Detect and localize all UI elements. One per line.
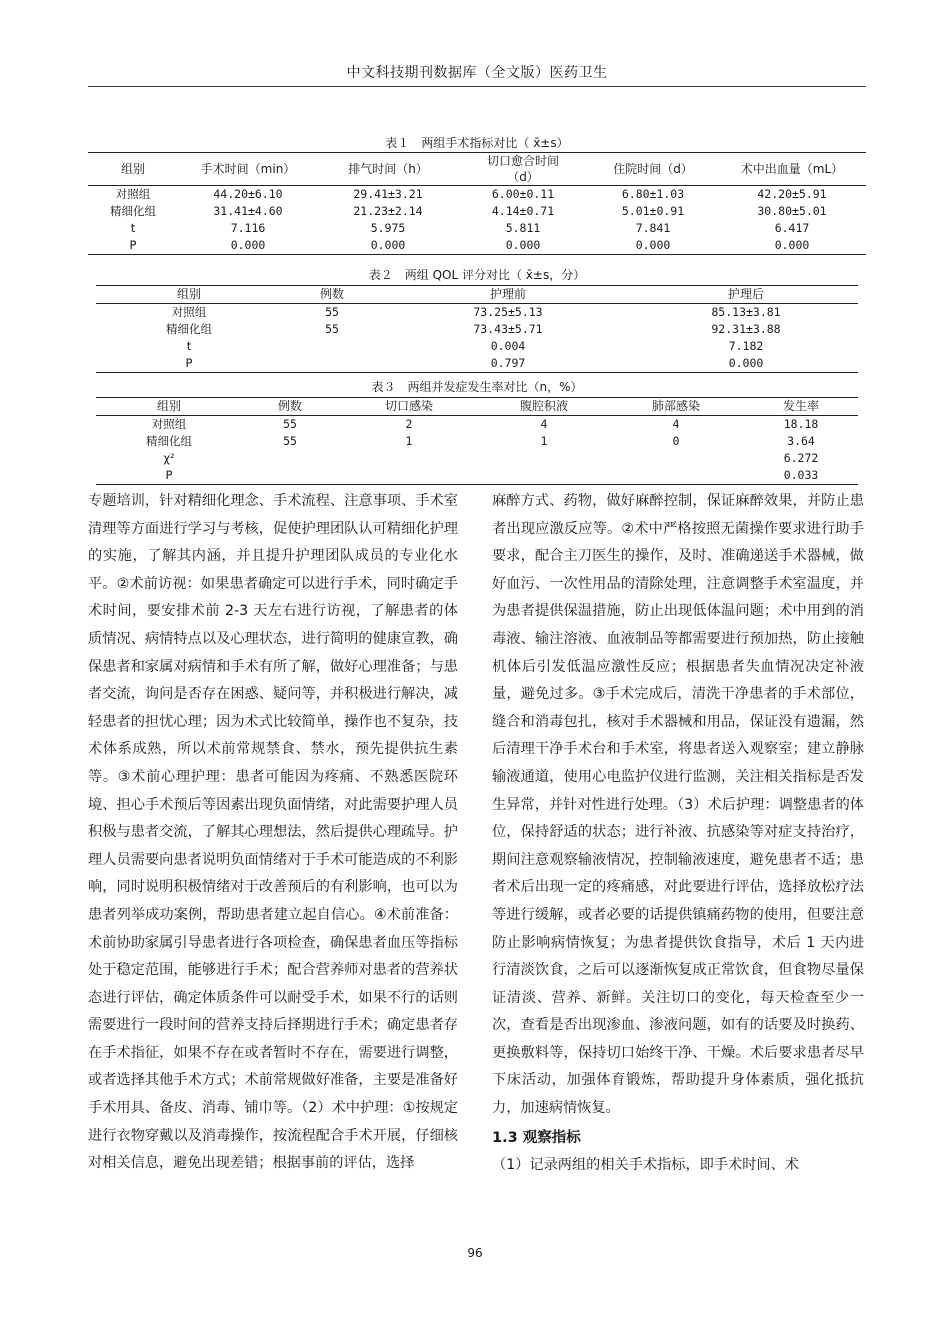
table-cell bbox=[282, 355, 382, 373]
page-number: 96 bbox=[467, 1246, 483, 1260]
table-row bbox=[96, 338, 858, 355]
table1-header-cell: 手术时间（min） bbox=[200, 161, 296, 176]
table-cell: 3.64 bbox=[787, 434, 815, 448]
table1-header-wound bbox=[458, 153, 588, 186]
table-cell: 0.000 bbox=[728, 356, 764, 370]
table-cell: 0.000 bbox=[774, 238, 810, 252]
table-cell bbox=[608, 467, 744, 485]
left-column bbox=[88, 488, 458, 1178]
left-column-text: 专题培训，针对精细化理念、手术流程、注意事项、手术室清理等方面进行学习与考核，促使护理团队认可精细化护理的实施，了解其内涵，并且提升护理团队成员的专业化水平。②术前访视：如果患者确定可以进行手术，同时确定手术时间，要安排术前 2-3 天左右进行访视，了解患者的体质情况、病情特点以及心理状态，进行简明的健康宣教，确保患者和家属对病情和手术有所了解，做好心理准备；与患者交流，询问是否存在困惑、疑问等，并积极进行解决，减轻患者的担忧心理；因为术式比较简单，操作也不复杂，技术体系成熟，所以术前常规禁食、禁水，预先提供抗生素等。③术前心理护理：患者可能因为疼痛、不熟悉医院环境、担心手术预后等因素出现负面情绪，对此需要护理人员积极与患者交流，了解其心理想法，然后提供心理疏导。护理人员需要向患者说明负面情绪对于手术可能造成的不利影响，同时说明积极情绪对于改善预后的有利影响，也可以为患者列举成功案例，帮助患者建立起自信心。④术前准备：术前协助家属引导患者进行各项检查，确保患者血压等指标处于稳定范围，能够进行手术；配合营养师对患者的营养状态进行评估，确定体质条件可以耐受手术，如果不行的话则需要进行一段时间的营养支持后择期进行手术；确定患者存在手术指征，如果不存在或者暂时不存在，需要进行调整，或者选择其他手术方式；术前常规做好准备，主要是准备好手术用具、备皮、消毒、铺巾等。（2）术中护理：①按规定进行衣物穿戴以及消毒操作，按流程配合手术开展，仔细核对相关信息，避免出现差错；根据事前的评估，选择 bbox=[88, 493, 458, 1172]
table2-title: 表２ 两组 QOL 评分对比（ x̄±s，分） bbox=[368, 268, 586, 282]
table-cell: 18.18 bbox=[783, 417, 819, 431]
table-cell: 对照组 bbox=[171, 305, 207, 319]
table-cell bbox=[242, 467, 338, 485]
table-cell: 6.417 bbox=[774, 221, 810, 235]
table3-header-cell: 发生率 bbox=[782, 399, 819, 413]
table-cell: 44.20±6.10 bbox=[213, 187, 283, 201]
table-cell: 精细化组 bbox=[110, 204, 156, 218]
table-cell: 55 bbox=[325, 305, 339, 319]
table-row bbox=[96, 450, 858, 467]
table1-header-cell: 组别 bbox=[120, 161, 145, 176]
table3 bbox=[96, 397, 858, 485]
table-row bbox=[96, 433, 858, 450]
table-cell: 5.01±0.91 bbox=[621, 204, 685, 218]
table1-header-wound-line2: （d） bbox=[507, 170, 539, 184]
table-cell: 55 bbox=[283, 417, 297, 431]
table-cell: 85.13±3.81 bbox=[711, 305, 781, 319]
table-cell: 0 bbox=[672, 434, 680, 448]
table-cell: 对照组 bbox=[115, 187, 151, 201]
right-column-text: 麻醉方式、药物，做好麻醉控制，保证麻醉效果，并防止患者出现应激反应等。②术中严格按照无菌操作要求进行助手要求，配合主刀医生的操作，及时、准确递送手术器械，做好血污、一次性用品的清除处理，注意调整手术室温度，并为患者提供保温措施，防止出现低体温问题；术中用到的消毒液、输注溶液、血液制品等都需要进行预加热，防止接触机体后引发低温应激性反应；根据患者失血情况决定补液量，避免过多。③手术完成后，清洗干净患者的手术部位，缝合和消毒包扎，核对手术器械和用品，保证没有遗漏，然后清理干净手术台和手术室，将患者送入观察室；建立静脉输液通道，使用心电监护仪进行监测，关注相关指标是否发生异常，并针对性进行处理。（3）术后护理：调整患者的体位，保持舒适的状态；进行补液、抗感染等对症支持治疗，期间注意观察输液情况，控制输液速度，避免患者不适；患者术后出现一定的疼痛感，对此要进行评估，选择放松疗法等进行缓解，或者必要的话提供镇痛药物的使用，但要注意防止影响病情恢复；为患者提供饮食指导，术后 1 天内进行清淡饮食，之后可以逐渐恢复成正常饮食，但食物尽量保证清淡、营养、新鲜。关注切口的变化，每天检查至少一次，查看是否出现渗血、渗液问题，如有的话要及时换药、更换敷料等，保持切口始终干净、干燥。术后要求患者尽早下床活动，加强体育锻炼，帮助提升身体素质，强化抵抗力，加速病情恢复。 bbox=[492, 493, 864, 1117]
right-column bbox=[492, 488, 864, 1180]
table3-header-cell: 例数 bbox=[277, 399, 302, 413]
table-cell: 0.000 bbox=[505, 238, 541, 252]
table2-header-cell: 例数 bbox=[319, 287, 344, 301]
table-cell: 4 bbox=[672, 417, 680, 431]
header-divider bbox=[88, 86, 866, 87]
table-row bbox=[88, 203, 866, 220]
table-cell bbox=[480, 450, 608, 467]
table2-header-cell: 组别 bbox=[176, 287, 201, 301]
table-cell: 6.80±1.03 bbox=[621, 187, 685, 201]
table-cell: 5.811 bbox=[505, 221, 541, 235]
table2-header-cell: 护理前 bbox=[489, 287, 526, 301]
table1-header-cell: 住院时间（d） bbox=[613, 161, 693, 176]
table-cell bbox=[480, 467, 608, 485]
table-row bbox=[96, 321, 858, 338]
table-cell: 0.797 bbox=[490, 356, 526, 370]
table-cell: χ² bbox=[163, 451, 175, 465]
section-heading: 1.3 观察指标 bbox=[492, 1129, 581, 1146]
table-cell: 31.41±4.60 bbox=[213, 204, 283, 218]
table-cell: 精细化组 bbox=[166, 322, 212, 336]
table1 bbox=[88, 152, 866, 255]
table-cell bbox=[338, 450, 480, 467]
table-cell: 0.004 bbox=[490, 339, 526, 353]
table-row bbox=[96, 467, 858, 485]
table-cell: 92.31±3.88 bbox=[711, 322, 781, 336]
table-cell: t bbox=[130, 221, 136, 235]
table-cell: P bbox=[165, 468, 173, 482]
table-cell: P bbox=[185, 356, 193, 370]
table-cell bbox=[282, 338, 382, 355]
table-cell: 0.000 bbox=[230, 238, 266, 252]
table-cell: 42.20±5.91 bbox=[757, 187, 827, 201]
table1-header-wound-line1: 切口愈合时间 bbox=[486, 154, 559, 168]
table-row bbox=[96, 304, 858, 322]
table-row bbox=[88, 220, 866, 237]
table-cell: 6.272 bbox=[783, 451, 819, 465]
table-cell: 1 bbox=[540, 434, 548, 448]
table3-header-cell: 肺部感染 bbox=[651, 399, 700, 413]
table-cell: 7.116 bbox=[230, 221, 266, 235]
journal-header: 中文科技期刊数据库（全文版）医药卫生 bbox=[346, 65, 608, 81]
table-cell: 4.14±0.71 bbox=[491, 204, 555, 218]
table-cell: P bbox=[129, 238, 137, 252]
table-row bbox=[96, 416, 858, 434]
table-cell: 精细化组 bbox=[146, 434, 192, 448]
table-cell: 1 bbox=[405, 434, 413, 448]
table-cell: 5.975 bbox=[370, 221, 406, 235]
table-row bbox=[96, 355, 858, 373]
table-cell bbox=[338, 467, 480, 485]
table-cell: 2 bbox=[405, 417, 413, 431]
table1-header-cell: 排气时间（h） bbox=[348, 161, 428, 176]
table3-header-cell: 切口感染 bbox=[384, 399, 433, 413]
table3-header-row bbox=[96, 398, 858, 416]
table-cell: 55 bbox=[283, 434, 297, 448]
table-cell: 73.25±5.13 bbox=[473, 305, 543, 319]
table3-title: 表３ 两组并发症发生率对比（n，%） bbox=[371, 380, 583, 394]
table2-header-cell: 护理后 bbox=[727, 287, 764, 301]
table1-title: 表１ 两组手术指标对比（ x̄±s） bbox=[385, 136, 569, 150]
table-cell: t bbox=[186, 339, 192, 353]
table2-header-row bbox=[96, 286, 858, 304]
table-cell: 7.841 bbox=[635, 221, 671, 235]
table3-header-cell: 腹腔积液 bbox=[519, 399, 568, 413]
right-column-text-2: （1）记录两组的相关手术指标，即手术时间、术 bbox=[492, 1157, 799, 1174]
table3-header-cell: 组别 bbox=[156, 399, 181, 413]
table1-header-cell: 术中出血量（mL） bbox=[740, 161, 844, 176]
table1-header-row bbox=[88, 153, 866, 186]
table-cell: 4 bbox=[540, 417, 548, 431]
table-cell bbox=[608, 450, 744, 467]
table-row bbox=[88, 237, 866, 255]
table-cell: 73.43±5.71 bbox=[473, 322, 543, 336]
table-cell bbox=[242, 450, 338, 467]
table-cell: 6.00±0.11 bbox=[491, 187, 555, 201]
table-row bbox=[88, 186, 866, 204]
table-cell: 0.000 bbox=[635, 238, 671, 252]
table-cell: 0.000 bbox=[370, 238, 406, 252]
table-cell: 29.41±3.21 bbox=[353, 187, 423, 201]
table2 bbox=[96, 285, 858, 373]
table-cell: 30.80±5.01 bbox=[757, 204, 827, 218]
table-cell: 21.23±2.14 bbox=[353, 204, 423, 218]
table-cell: 0.033 bbox=[783, 468, 819, 482]
table-cell: 对照组 bbox=[151, 417, 187, 431]
table-cell: 7.182 bbox=[728, 339, 764, 353]
table-cell: 55 bbox=[325, 322, 339, 336]
